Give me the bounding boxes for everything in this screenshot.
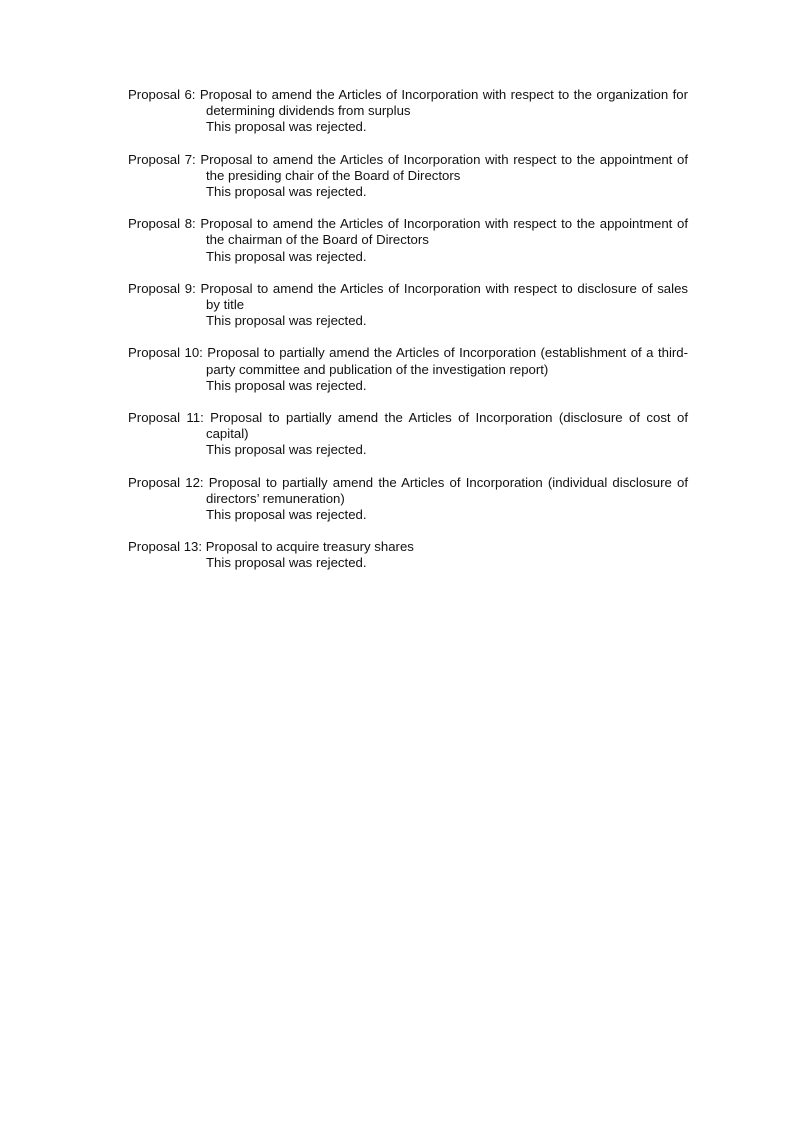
proposal-result: This proposal was rejected. bbox=[206, 248, 367, 264]
proposal-result: This proposal was rejected. bbox=[206, 184, 367, 200]
proposal-title: Proposal 8: Proposal to amend the Articles of Incorporation with respect to the appointment of the chairman of the Board of Directors bbox=[128, 216, 688, 248]
proposal-11 bbox=[128, 410, 688, 459]
proposal-6 bbox=[128, 87, 688, 136]
proposal-title: Proposal 6: Proposal to amend the Articles of Incorporation with respect to the organization for determining dividends from surplus bbox=[128, 87, 688, 119]
proposal-title: Proposal 9: Proposal to amend the Articles of Incorporation with respect to disclosure of sales by title bbox=[128, 280, 688, 313]
proposal-result: This proposal was rejected. bbox=[206, 442, 367, 458]
proposal-title: Proposal 10: Proposal to partially amend the Articles of Incorporation (establishment of a third-party committee and publication of the investigation report) bbox=[128, 345, 688, 377]
proposal-13 bbox=[128, 539, 688, 571]
proposal-result: This proposal was rejected. bbox=[206, 313, 367, 329]
proposal-result: This proposal was rejected. bbox=[206, 507, 367, 523]
proposal-12 bbox=[128, 475, 688, 524]
proposal-10 bbox=[128, 345, 688, 394]
proposal-7 bbox=[128, 152, 688, 201]
proposal-result: This proposal was rejected. bbox=[206, 377, 367, 393]
proposal-list bbox=[128, 87, 688, 588]
proposal-result: This proposal was rejected. bbox=[206, 555, 367, 571]
proposal-title: Proposal 11: Proposal to partially amend the Articles of Incorporation (disclosure of cost of capital) bbox=[128, 410, 688, 442]
proposal-title: Proposal 12: Proposal to partially amend the Articles of Incorporation (individual disclosure of directors’ remuneration) bbox=[128, 474, 688, 506]
proposal-title: Proposal 13: Proposal to acquire treasury shares bbox=[128, 539, 414, 555]
proposal-9 bbox=[128, 281, 688, 330]
proposal-8 bbox=[128, 216, 688, 265]
proposal-title: Proposal 7: Proposal to amend the Articles of Incorporation with respect to the appointment of the presiding chair of the Board of Directors bbox=[128, 151, 688, 183]
proposal-result: This proposal was rejected. bbox=[206, 119, 367, 135]
